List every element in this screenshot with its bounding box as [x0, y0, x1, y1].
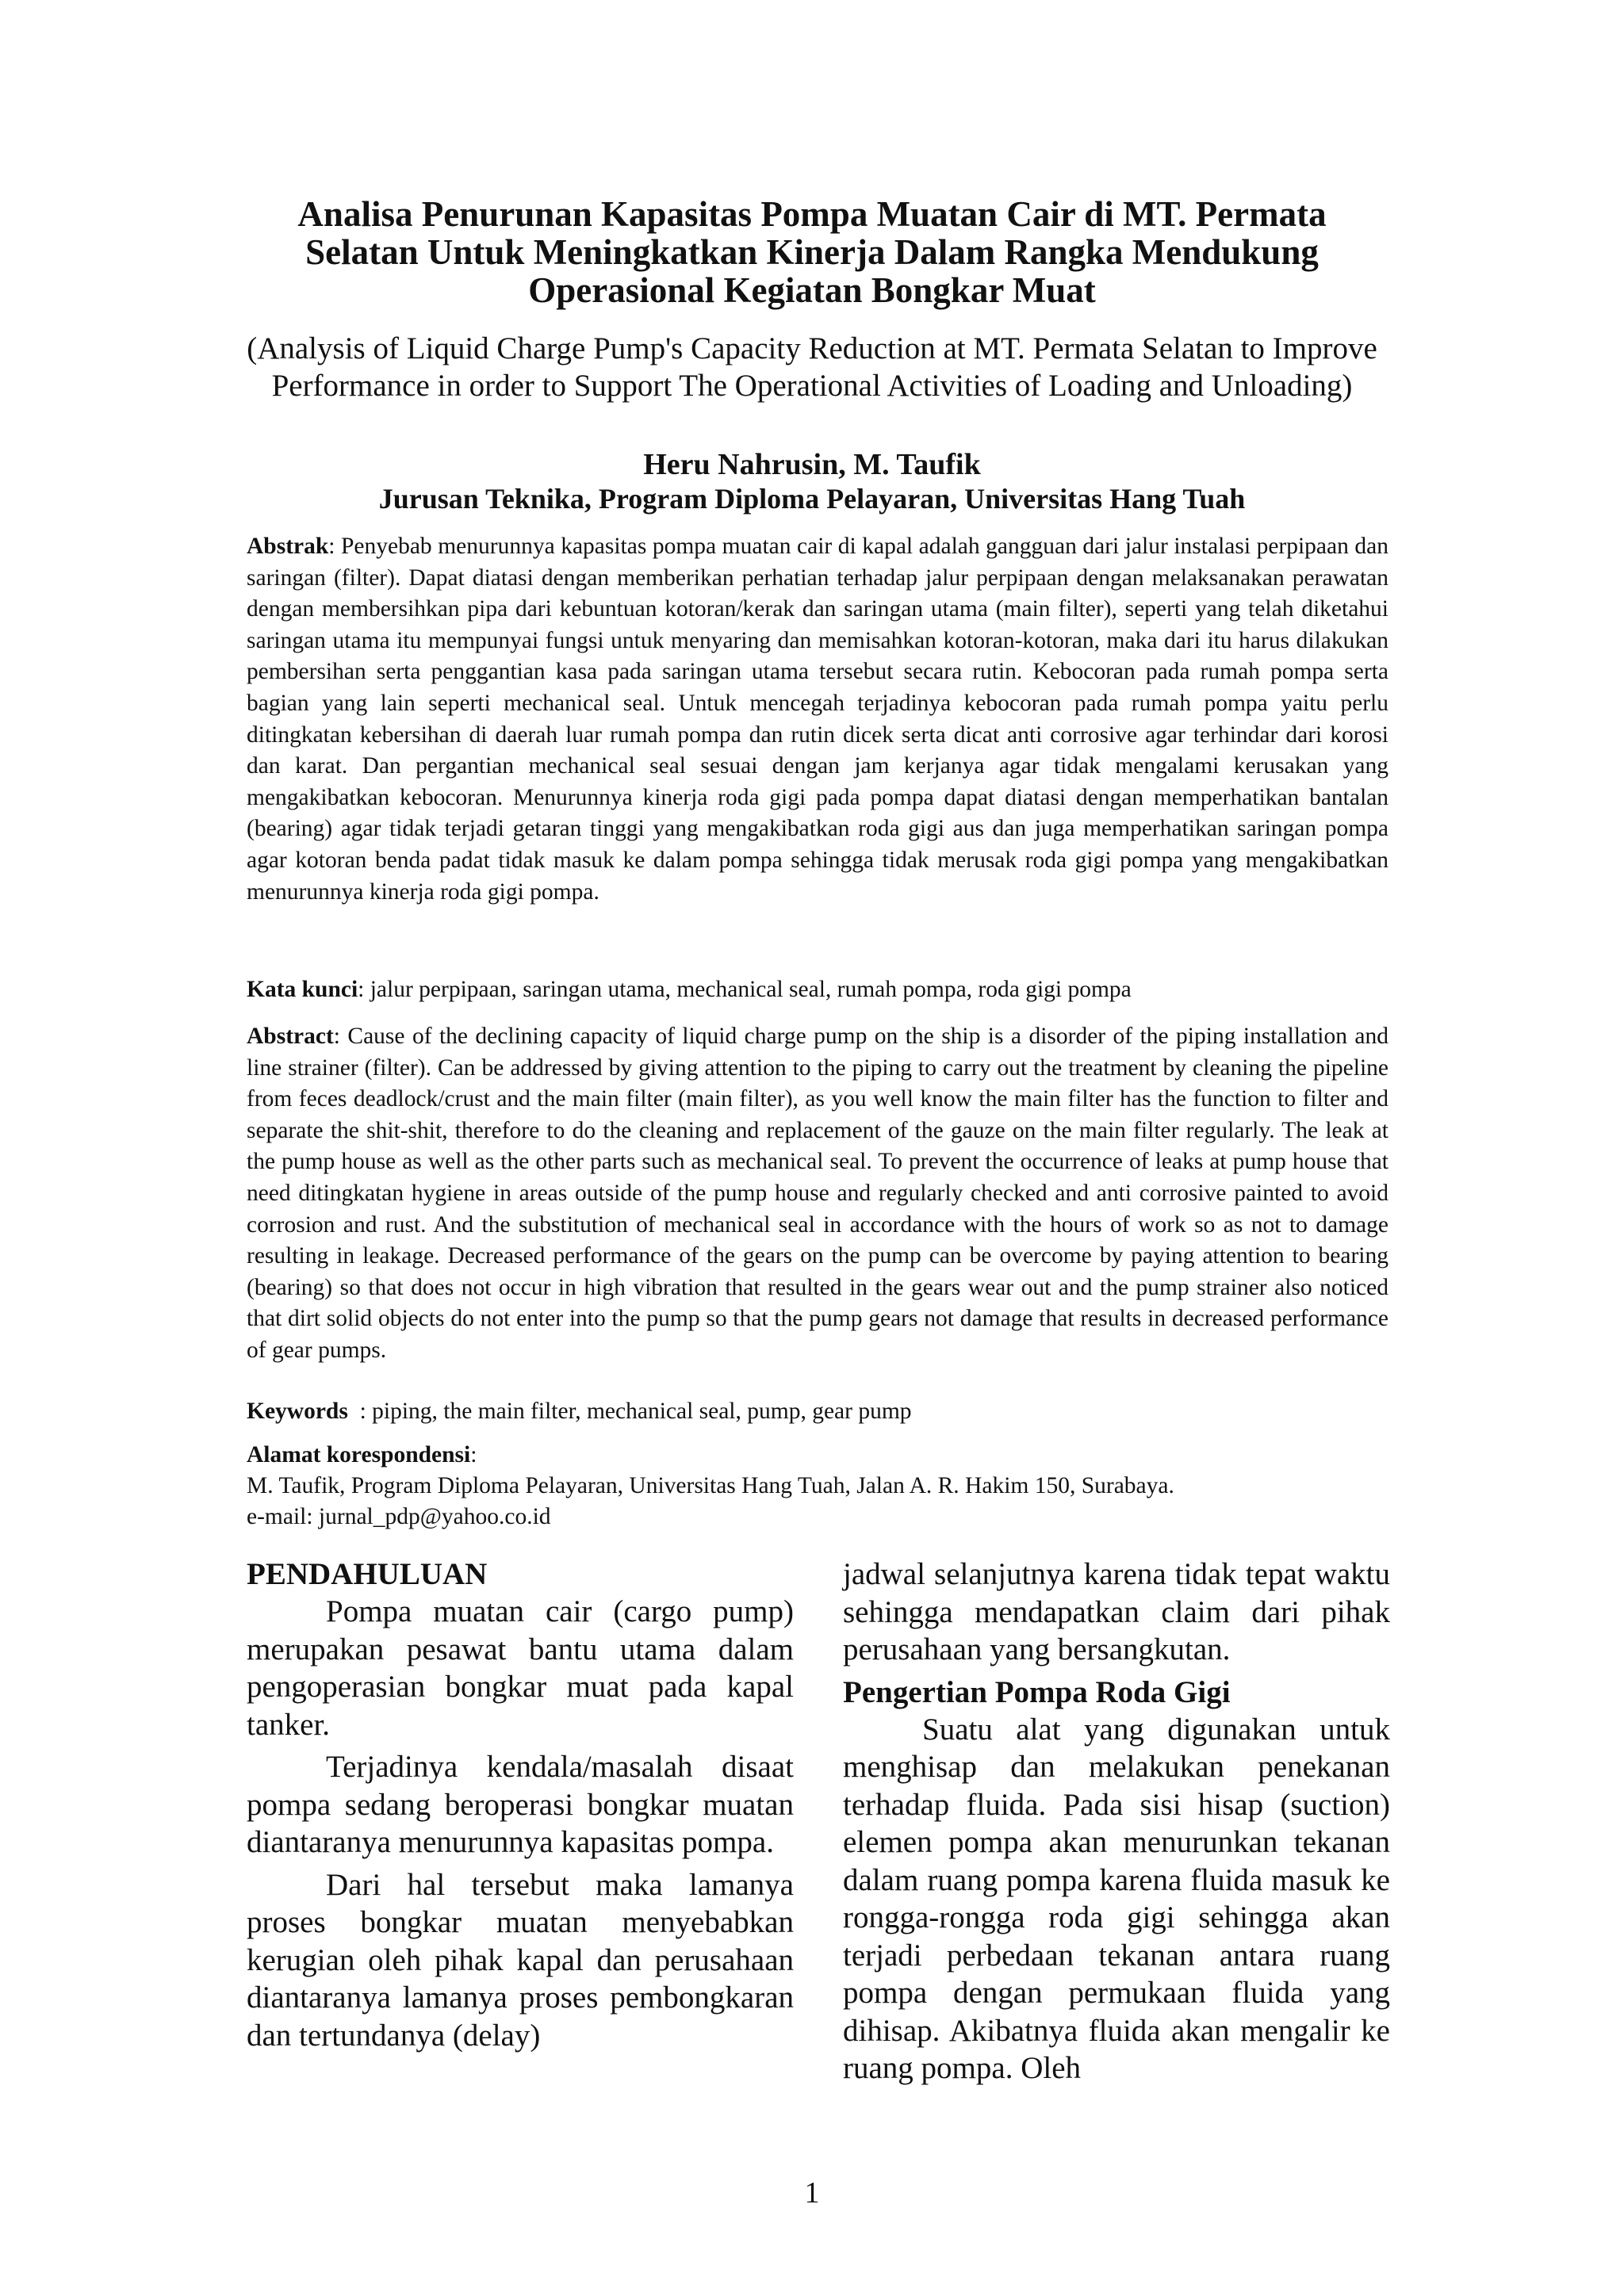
section-heading-pendahuluan: PENDAHULUAN [247, 1557, 488, 1591]
abstract-english-text: : Cause of the declining capacity of liquid charge pump on the ship is a disorder of the piping installation and line strainer (filter). Can be addressed by giving attention to the piping to carry out the treatment by cleaning the pipeline from feces deadlock/crust and the main filter (main filter), as you well know the main filter has the function to filter and separate the shit-shit, therefore to do the cleaning and replacement of the gauze on the main filter regularly. The leak at the pump house as well as the other parts such as mechanical seal. To prevent the occurrence of leaks at pump house that need ditingkatan hygiene in areas outside of the pump house and regularly checked and anti corrosive painted to avoid corrosion and rust. And the substitution of mechanical seal in accordance with the hours of work so as not to damage resulting in leakage. Decreased performance of the gears on the pump can be overcome by paying attention to bearing (bearing) so that does not occur in high vibration that resulted in the gears wear out and the pump strainer also noticed that dirt solid objects do not enter into the pump so that the pump gears not damage that results in decreased performance of gear pumps. [247, 1024, 1388, 1363]
paper-subtitle-english: (Analysis of Liquid Charge Pump's Capacity Reduction at MT. Permata Selatan to Improve Performance in order to Support The Operational Activities of Loading and Unloading) [247, 331, 1377, 403]
authors: Heru Nahrusin, M. Taufik [643, 448, 981, 481]
abstract-english [247, 1021, 1388, 1367]
keywords-indonesian-text: : jalur perpipaan, saringan utama, mechanical seal, rumah pompa, roda gigi pompa [358, 977, 1132, 1002]
keywords-english-text: : piping, the main filter, mechanical seal, pump, gear pump [347, 1399, 912, 1424]
correspondence-colon: : [470, 1442, 477, 1468]
page-number: 1 [804, 2176, 820, 2210]
correspondence-heading [247, 1440, 1388, 1471]
body-paragraph-3-continued: jadwal selanjutnya karena tidak tepat waktu sehingga mendapatkan claim dari pihak perusahaan yang bersangkutan. [843, 1557, 1390, 1667]
abstract-indonesian-text: : Penyebab menurunnya kapasitas pompa muatan cair di kapal adalah gangguan dari jalur instalasi perpipaan dan saringan (filter). Dapat diatasi dengan memberikan perhatian terhadap jalur perpipaan dengan melaksanakan perawatan dengan membersihkan pipa dari kebuntuan kotoran/kerak dan saringan utama (main filter), seperti yang telah diketahui saringan utama itu mempunyai fungsi untuk menyaring dan memisahkan kotoran-kotoran, maka dari itu harus dilakukan pembersihan serta penggantian kasa pada saringan utama tersebut secara rutin. Kebocoran pada rumah pompa serta bagian yang lain seperti mechanical seal. Untuk mencegah terjadinya kebocoran pada rumah pompa yaitu perlu ditingkatan kebersihan di daerah luar rumah pompa dan rutin dicek serta dicat anti corrosive agar terhindar dari korosi dan karat. Dan pergantian mechanical seal sesuai dengan jam kerjanya agar tidak mengalami kerusakan yang mengakibatkan kebocoran. Menurunnya kinerja roda gigi pada pompa dapat diatasi dengan memperhatikan bantalan (bearing) agar tidak terjadi getaran tinggi yang mengakibatkan roda gigi aus dan juga memperhatikan saringan pompa agar kotoran benda padat tidak masuk ke dalam pompa sehingga tidak merusak roda gigi pompa yang mengakibatkan menurunnya kinerja roda gigi pompa. [247, 534, 1388, 905]
keywords-indonesian-label: Kata kunci [247, 977, 358, 1002]
body-paragraph-3: Dari hal tersebut maka lamanya proses bongkar muatan menyebabkan kerugian oleh pihak kapal dan perusahaan diantaranya lamanya proses pembongkaran dan tertundanya (delay) [247, 1867, 794, 2053]
keywords-english [247, 1395, 1388, 1427]
correspondence-email: e-mail: jurnal_pdp@yahoo.co.id [247, 1504, 551, 1529]
body-column-right [843, 1556, 1390, 2092]
abstract-indonesian [247, 531, 1388, 908]
correspondence-block [247, 1440, 1388, 1533]
keywords-indonesian [247, 974, 1388, 1005]
body-paragraph-2: Terjadinya kendala/masalah disaat pompa sedang beroperasi bongkar muatan diantaranya menurunnya kapasitas pompa. [247, 1750, 794, 1859]
body-paragraph-1: Pompa muatan cair (cargo pump) merupakan pesawat bantu utama dalam pengoperasian bongkar muat pada kapal tanker. [247, 1594, 794, 1742]
paper-title: Analisa Penurunan Kapasitas Pompa Muatan Cair di MT. Permata Selatan Untuk Meningkatkan Kinerja Dalam Rangka Mendukung Operasional Kegiatan Bongkar Muat [297, 194, 1327, 310]
section-heading-pompa-roda-gigi: Pengertian Pompa Roda Gigi [843, 1674, 1231, 1709]
body-paragraph-4: Suatu alat yang digunakan untuk menghisap dan melakukan penekanan terhadap fluida. Pada sisi hisap (suction) elemen pompa akan menurunkan tekanan dalam ruang pompa karena fluida masuk ke rongga-rongga roda gigi sehingga akan terjadi perbedaan tekanan antara ruang pompa dengan permukaan fluida yang dihisap. Akibatnya fluida akan mengalir ke ruang pompa. Oleh [843, 1712, 1390, 2085]
body-column-left [247, 1556, 794, 2059]
correspondence-address: M. Taufik, Program Diploma Pelayaran, Universitas Hang Tuah, Jalan A. R. Hakim 150, Surabaya. [247, 1473, 1174, 1498]
abstract-english-label: Abstract [247, 1024, 334, 1049]
affiliation: Jurusan Teknika, Program Diploma Pelayaran, Universitas Hang Tuah [378, 483, 1246, 515]
abstract-indonesian-label: Abstrak [247, 534, 329, 559]
keywords-english-label: Keywords [247, 1399, 348, 1424]
correspondence-label: Alamat korespondensi [247, 1442, 471, 1468]
